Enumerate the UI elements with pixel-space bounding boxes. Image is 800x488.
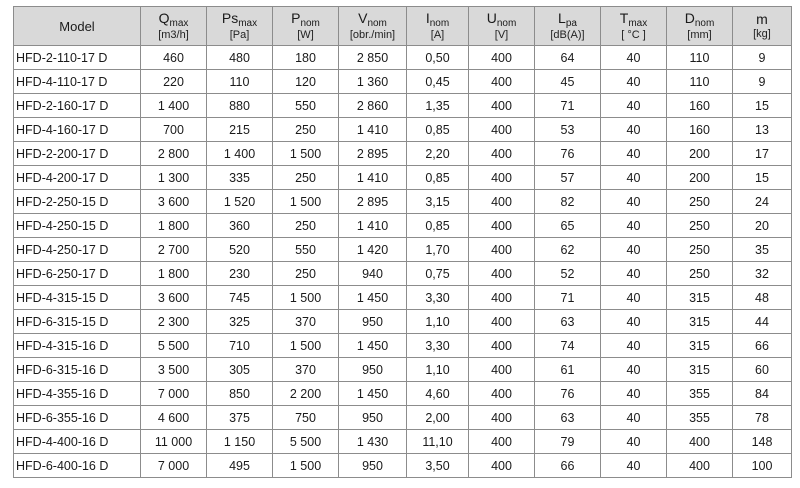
value-cell: 1 400: [141, 94, 207, 118]
value-cell: 305: [207, 358, 273, 382]
value-cell: 40: [601, 406, 667, 430]
value-cell: 82: [535, 190, 601, 214]
table-row: [14, 406, 792, 430]
value-cell: 400: [469, 118, 535, 142]
column-symbol: P: [291, 10, 301, 26]
value-cell: 40: [601, 118, 667, 142]
value-cell: 400: [469, 430, 535, 454]
value-cell: 3 500: [141, 358, 207, 382]
value-cell: 1 300: [141, 166, 207, 190]
column-header-u-nom: [469, 7, 535, 46]
value-cell: 250: [273, 118, 339, 142]
value-cell: 1 450: [339, 382, 407, 406]
value-cell: 400: [667, 454, 733, 478]
column-subscript: nom: [367, 18, 387, 29]
value-cell: 335: [207, 166, 273, 190]
value-cell: 66: [733, 334, 792, 358]
value-cell: 400: [469, 214, 535, 238]
value-cell: 65: [535, 214, 601, 238]
model-cell: HFD-4-250-15 D: [14, 214, 141, 238]
column-subscript: pa: [565, 18, 577, 29]
value-cell: 250: [667, 190, 733, 214]
value-cell: 400: [469, 382, 535, 406]
value-cell: 15: [733, 94, 792, 118]
value-cell: 40: [601, 430, 667, 454]
column-subscript: max: [169, 18, 189, 29]
value-cell: 250: [667, 262, 733, 286]
fan-spec-table: [13, 6, 792, 478]
column-header-q-max: [141, 7, 207, 46]
value-cell: 110: [207, 70, 273, 94]
value-cell: 60: [733, 358, 792, 382]
value-cell: 71: [535, 286, 601, 310]
value-cell: 1 360: [339, 70, 407, 94]
value-cell: 1,70: [407, 238, 469, 262]
value-cell: 0,85: [407, 118, 469, 142]
value-cell: 1 500: [273, 142, 339, 166]
value-cell: 110: [667, 46, 733, 70]
table-row: [14, 286, 792, 310]
model-cell: HFD-2-250-15 D: [14, 190, 141, 214]
value-cell: 1 410: [339, 166, 407, 190]
value-cell: 9: [733, 70, 792, 94]
value-cell: 0,85: [407, 166, 469, 190]
value-cell: 40: [601, 214, 667, 238]
value-cell: 400: [469, 142, 535, 166]
value-cell: 1 800: [141, 262, 207, 286]
column-symbol: T: [619, 10, 629, 26]
value-cell: 1 430: [339, 430, 407, 454]
column-symbol: D: [684, 10, 695, 26]
column-symbol: Ps: [221, 10, 239, 26]
value-cell: 74: [535, 334, 601, 358]
value-cell: 250: [667, 214, 733, 238]
value-cell: 5 500: [273, 430, 339, 454]
value-cell: 460: [141, 46, 207, 70]
value-cell: 20: [733, 214, 792, 238]
value-cell: 76: [535, 382, 601, 406]
column-unit: [Pa]: [229, 29, 250, 41]
value-cell: 71: [535, 94, 601, 118]
model-cell: HFD-4-315-16 D: [14, 334, 141, 358]
column-unit: [A]: [430, 29, 445, 41]
value-cell: 1 150: [207, 430, 273, 454]
column-subscript: max: [238, 18, 258, 29]
column-name: [685, 10, 715, 29]
table-row: [14, 262, 792, 286]
column-header-ps-max: [207, 7, 273, 46]
value-cell: 400: [469, 70, 535, 94]
value-cell: 400: [469, 190, 535, 214]
model-cell: HFD-4-110-17 D: [14, 70, 141, 94]
model-cell: HFD-4-315-15 D: [14, 286, 141, 310]
value-cell: 325: [207, 310, 273, 334]
model-cell: HFD-6-400-16 D: [14, 454, 141, 478]
value-cell: 76: [535, 142, 601, 166]
value-cell: 40: [601, 454, 667, 478]
value-cell: 3,50: [407, 454, 469, 478]
table-row: [14, 94, 792, 118]
column-name: [756, 11, 768, 28]
column-symbol: U: [486, 10, 497, 26]
value-cell: 355: [667, 406, 733, 430]
column-header-p-nom: [273, 7, 339, 46]
value-cell: 1 500: [273, 286, 339, 310]
value-cell: 100: [733, 454, 792, 478]
value-cell: 370: [273, 310, 339, 334]
column-name: [59, 18, 94, 35]
model-cell: HFD-6-315-16 D: [14, 358, 141, 382]
value-cell: 550: [273, 94, 339, 118]
value-cell: 84: [733, 382, 792, 406]
column-symbol: L: [558, 10, 566, 26]
table-row: [14, 70, 792, 94]
value-cell: 1 500: [273, 334, 339, 358]
column-unit: [obr./min]: [349, 29, 396, 41]
value-cell: 400: [469, 238, 535, 262]
value-cell: 3 600: [141, 190, 207, 214]
value-cell: 2 860: [339, 94, 407, 118]
column-header-d-nom: [667, 7, 733, 46]
value-cell: 40: [601, 382, 667, 406]
column-unit: [V]: [494, 29, 509, 41]
value-cell: 52: [535, 262, 601, 286]
value-cell: 2 850: [339, 46, 407, 70]
column-unit: [ °C ]: [621, 29, 646, 41]
table-row: [14, 190, 792, 214]
column-name: [291, 10, 320, 29]
value-cell: 3 600: [141, 286, 207, 310]
value-cell: 11 000: [141, 430, 207, 454]
model-cell: HFD-6-355-16 D: [14, 406, 141, 430]
value-cell: 0,45: [407, 70, 469, 94]
value-cell: 400: [469, 46, 535, 70]
value-cell: 400: [667, 430, 733, 454]
value-cell: 520: [207, 238, 273, 262]
value-cell: 40: [601, 358, 667, 382]
value-cell: 950: [339, 310, 407, 334]
header-row: [14, 7, 792, 46]
table-row: [14, 166, 792, 190]
value-cell: 40: [601, 310, 667, 334]
table-body: [14, 46, 792, 478]
value-cell: 40: [601, 94, 667, 118]
value-cell: 40: [601, 70, 667, 94]
value-cell: 63: [535, 406, 601, 430]
value-cell: 3,30: [407, 334, 469, 358]
value-cell: 120: [273, 70, 339, 94]
value-cell: 400: [469, 94, 535, 118]
model-cell: HFD-4-160-17 D: [14, 118, 141, 142]
column-symbol: V: [358, 10, 368, 26]
value-cell: 375: [207, 406, 273, 430]
column-header-i-nom: [407, 7, 469, 46]
value-cell: 880: [207, 94, 273, 118]
value-cell: 1,35: [407, 94, 469, 118]
value-cell: 250: [273, 214, 339, 238]
value-cell: 1 500: [273, 190, 339, 214]
value-cell: 550: [273, 238, 339, 262]
value-cell: 360: [207, 214, 273, 238]
value-cell: 250: [273, 166, 339, 190]
value-cell: 0,50: [407, 46, 469, 70]
model-cell: HFD-6-315-15 D: [14, 310, 141, 334]
model-cell: HFD-4-355-16 D: [14, 382, 141, 406]
value-cell: 110: [667, 70, 733, 94]
value-cell: 950: [339, 454, 407, 478]
value-cell: 1 500: [273, 454, 339, 478]
model-cell: HFD-2-200-17 D: [14, 142, 141, 166]
column-header-t-max: [601, 7, 667, 46]
value-cell: 24: [733, 190, 792, 214]
value-cell: 7 000: [141, 454, 207, 478]
value-cell: 940: [339, 262, 407, 286]
value-cell: 3,30: [407, 286, 469, 310]
model-cell: HFD-6-250-17 D: [14, 262, 141, 286]
column-header-v-nom: [339, 7, 407, 46]
value-cell: 370: [273, 358, 339, 382]
value-cell: 79: [535, 430, 601, 454]
value-cell: 400: [469, 310, 535, 334]
table-row: [14, 358, 792, 382]
column-subscript: nom: [694, 18, 715, 29]
table-row: [14, 310, 792, 334]
value-cell: 2 200: [273, 382, 339, 406]
table-row: [14, 118, 792, 142]
value-cell: 2 895: [339, 142, 407, 166]
value-cell: 495: [207, 454, 273, 478]
value-cell: 40: [601, 46, 667, 70]
table-row: [14, 382, 792, 406]
value-cell: 400: [469, 454, 535, 478]
value-cell: 400: [469, 358, 535, 382]
value-cell: 64: [535, 46, 601, 70]
column-name: [159, 10, 189, 29]
column-name: [358, 10, 387, 29]
value-cell: 2 800: [141, 142, 207, 166]
value-cell: 750: [273, 406, 339, 430]
value-cell: 180: [273, 46, 339, 70]
value-cell: 13: [733, 118, 792, 142]
value-cell: 2,20: [407, 142, 469, 166]
value-cell: 4 600: [141, 406, 207, 430]
value-cell: 148: [733, 430, 792, 454]
column-unit: [m3/h]: [158, 29, 189, 41]
column-unit: [mm]: [687, 29, 712, 41]
value-cell: 40: [601, 262, 667, 286]
column-name: [487, 10, 517, 29]
table-row: [14, 334, 792, 358]
table-row: [14, 238, 792, 262]
column-unit: [W]: [297, 29, 314, 41]
value-cell: 17: [733, 142, 792, 166]
value-cell: 250: [667, 238, 733, 262]
value-cell: 61: [535, 358, 601, 382]
table-row: [14, 430, 792, 454]
value-cell: 44: [733, 310, 792, 334]
column-header-m: [733, 7, 792, 46]
value-cell: 1 800: [141, 214, 207, 238]
value-cell: 160: [667, 94, 733, 118]
value-cell: 230: [207, 262, 273, 286]
column-name: [558, 10, 577, 29]
value-cell: 220: [141, 70, 207, 94]
column-unit: [kg]: [753, 28, 771, 40]
value-cell: 4,60: [407, 382, 469, 406]
table-row: [14, 454, 792, 478]
value-cell: 710: [207, 334, 273, 358]
table-header: [14, 7, 792, 46]
value-cell: 250: [273, 262, 339, 286]
column-name: [620, 10, 647, 29]
model-cell: HFD-4-250-17 D: [14, 238, 141, 262]
column-name: [222, 10, 257, 29]
column-subscript: nom: [429, 18, 450, 29]
value-cell: 1,10: [407, 358, 469, 382]
value-cell: 2 700: [141, 238, 207, 262]
value-cell: 1 410: [339, 214, 407, 238]
table-row: [14, 142, 792, 166]
value-cell: 57: [535, 166, 601, 190]
value-cell: 40: [601, 142, 667, 166]
value-cell: 160: [667, 118, 733, 142]
value-cell: 40: [601, 238, 667, 262]
value-cell: 215: [207, 118, 273, 142]
value-cell: 400: [469, 406, 535, 430]
value-cell: 1 450: [339, 286, 407, 310]
value-cell: 1 410: [339, 118, 407, 142]
value-cell: 78: [733, 406, 792, 430]
value-cell: 40: [601, 166, 667, 190]
table-row: [14, 214, 792, 238]
value-cell: 0,85: [407, 214, 469, 238]
value-cell: 400: [469, 166, 535, 190]
column-header-model: [14, 7, 141, 46]
value-cell: 2 895: [339, 190, 407, 214]
column-symbol: m: [756, 11, 768, 27]
value-cell: 315: [667, 286, 733, 310]
value-cell: 400: [469, 262, 535, 286]
column-subscript: nom: [300, 18, 320, 29]
value-cell: 400: [469, 286, 535, 310]
value-cell: 745: [207, 286, 273, 310]
column-symbol: Model: [59, 18, 95, 34]
column-subscript: max: [628, 18, 648, 29]
value-cell: 62: [535, 238, 601, 262]
value-cell: 35: [733, 238, 792, 262]
table-row: [14, 46, 792, 70]
value-cell: 48: [733, 286, 792, 310]
value-cell: 63: [535, 310, 601, 334]
value-cell: 200: [667, 142, 733, 166]
value-cell: 5 500: [141, 334, 207, 358]
value-cell: 40: [601, 286, 667, 310]
value-cell: 9: [733, 46, 792, 70]
value-cell: 700: [141, 118, 207, 142]
value-cell: 3,15: [407, 190, 469, 214]
value-cell: 950: [339, 358, 407, 382]
value-cell: 2,00: [407, 406, 469, 430]
model-cell: HFD-2-160-17 D: [14, 94, 141, 118]
value-cell: 400: [469, 334, 535, 358]
value-cell: 315: [667, 310, 733, 334]
column-symbol: Q: [158, 10, 170, 26]
column-subscript: nom: [496, 18, 517, 29]
value-cell: 355: [667, 382, 733, 406]
value-cell: 66: [535, 454, 601, 478]
value-cell: 1 520: [207, 190, 273, 214]
value-cell: 40: [601, 334, 667, 358]
value-cell: 315: [667, 334, 733, 358]
value-cell: 1 420: [339, 238, 407, 262]
value-cell: 53: [535, 118, 601, 142]
value-cell: 315: [667, 358, 733, 382]
model-cell: HFD-2-110-17 D: [14, 46, 141, 70]
column-name: [426, 10, 449, 29]
value-cell: 7 000: [141, 382, 207, 406]
column-symbol: I: [425, 10, 430, 26]
model-cell: HFD-4-200-17 D: [14, 166, 141, 190]
value-cell: 32: [733, 262, 792, 286]
value-cell: 200: [667, 166, 733, 190]
value-cell: 45: [535, 70, 601, 94]
value-cell: 950: [339, 406, 407, 430]
value-cell: 1 400: [207, 142, 273, 166]
column-header-l-pa: [535, 7, 601, 46]
column-unit: [dB(A)]: [550, 29, 585, 41]
value-cell: 1,10: [407, 310, 469, 334]
model-cell: HFD-4-400-16 D: [14, 430, 141, 454]
value-cell: 15: [733, 166, 792, 190]
value-cell: 480: [207, 46, 273, 70]
value-cell: 2 300: [141, 310, 207, 334]
value-cell: 0,75: [407, 262, 469, 286]
value-cell: 40: [601, 190, 667, 214]
value-cell: 11,10: [407, 430, 469, 454]
value-cell: 850: [207, 382, 273, 406]
value-cell: 1 450: [339, 334, 407, 358]
